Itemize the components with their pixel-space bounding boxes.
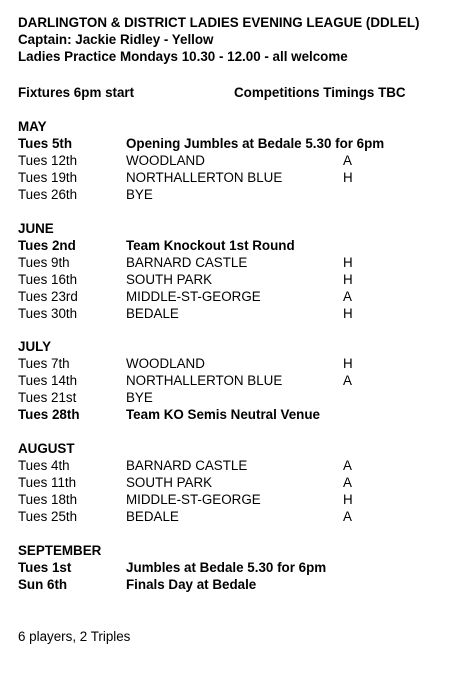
fixture-date: Tues 26th [18, 187, 78, 202]
practice-line: Ladies Practice Mondays 10.30 - 12.00 - all welcome [18, 49, 348, 64]
info-line [18, 84, 438, 101]
fixture-row [18, 152, 438, 169]
fixture-date: Tues 30th [18, 306, 78, 321]
home-away-marker: A [343, 153, 352, 168]
fixture-row [18, 254, 438, 271]
fixture-opponent: Jumbles at Bedale 5.30 for 6pm [126, 560, 327, 575]
fixture-date: Tues 1st [18, 560, 72, 575]
home-away-marker: H [343, 356, 353, 371]
fixture-opponent: BYE [126, 390, 153, 405]
fixture-row [18, 288, 438, 305]
month-heading: SEPTEMBER [18, 543, 102, 558]
fixture-opponent: SOUTH PARK [126, 475, 213, 490]
fixture-date: Tues 14th [18, 373, 78, 388]
home-away-marker: H [343, 306, 353, 321]
fixture-date: Tues 21st [18, 390, 77, 405]
fixture-opponent: MIDDLE-ST-GEORGE [126, 492, 261, 507]
home-away-marker: A [343, 289, 352, 304]
month-heading: JULY [18, 339, 51, 354]
fixture-opponent: WOODLAND [126, 356, 205, 371]
fixture-row [18, 559, 438, 576]
home-away-marker: H [343, 255, 353, 270]
fixture-opponent: NORTHALLERTON BLUE [126, 170, 283, 185]
fixture-row [18, 372, 438, 389]
fixture-row [18, 186, 438, 203]
fixture-date: Tues 12th [18, 153, 78, 168]
fixture-row [18, 169, 438, 186]
fixture-row [18, 457, 438, 474]
home-away-marker: H [343, 272, 353, 287]
fixtures-start-text: Fixtures 6pm start [18, 85, 135, 100]
home-away-marker: A [343, 373, 352, 388]
fixture-opponent: Finals Day at Bedale [126, 577, 257, 592]
competitions-text: Competitions Timings TBC [234, 85, 406, 100]
fixture-row [18, 355, 438, 372]
fixture-date: Tues 4th [18, 458, 70, 473]
fixture-opponent: BYE [126, 187, 153, 202]
home-away-marker: H [343, 170, 353, 185]
home-away-marker: A [343, 458, 352, 473]
month-heading: MAY [18, 119, 47, 134]
month-heading: JUNE [18, 221, 54, 236]
fixture-date: Tues 2nd [18, 238, 76, 253]
fixture-opponent: MIDDLE-ST-GEORGE [126, 289, 261, 304]
league-title: DARLINGTON & DISTRICT LADIES EVENING LEAGUE (DDLEL) [18, 15, 420, 30]
fixture-row [18, 474, 438, 491]
fixture-row [18, 389, 438, 406]
fixture-date: Tues 5th [18, 136, 73, 151]
fixture-date: Tues 18th [18, 492, 78, 507]
fixture-date: Tues 9th [18, 255, 70, 270]
fixture-opponent: SOUTH PARK [126, 272, 213, 287]
fixture-opponent: NORTHALLERTON BLUE [126, 373, 283, 388]
fixture-opponent: BEDALE [126, 509, 179, 524]
fixture-row [18, 508, 438, 525]
fixture-date: Tues 7th [18, 356, 70, 371]
fixture-date: Tues 23rd [18, 289, 78, 304]
fixture-opponent: Opening Jumbles at Bedale 5.30 for 6pm [126, 136, 385, 151]
fixture-opponent: BARNARD CASTLE [126, 458, 248, 473]
fixture-row [18, 237, 438, 254]
fixture-row [18, 576, 438, 593]
home-away-marker: A [343, 509, 352, 524]
fixture-row [18, 135, 438, 152]
fixture-date: Tues 28th [18, 407, 80, 422]
fixture-row [18, 406, 438, 423]
home-away-marker: H [343, 492, 353, 507]
footer-note: 6 players, 2 Triples [18, 629, 131, 644]
captain-line: Captain: Jackie Ridley - Yellow [18, 32, 214, 47]
fixture-opponent: Team Knockout 1st Round [126, 238, 295, 253]
fixture-date: Tues 25th [18, 509, 78, 524]
fixture-row [18, 305, 438, 322]
fixture-date: Tues 19th [18, 170, 78, 185]
fixture-opponent: Team KO Semis Neutral Venue [126, 407, 320, 422]
fixture-row [18, 491, 438, 508]
fixture-opponent: BARNARD CASTLE [126, 255, 248, 270]
fixture-opponent: BEDALE [126, 306, 179, 321]
month-heading: AUGUST [18, 441, 75, 456]
fixture-row [18, 271, 438, 288]
fixture-date: Tues 11th [18, 475, 77, 490]
home-away-marker: A [343, 475, 352, 490]
fixture-date: Sun 6th [18, 577, 68, 592]
fixture-opponent: WOODLAND [126, 153, 205, 168]
fixture-date: Tues 16th [18, 272, 78, 287]
